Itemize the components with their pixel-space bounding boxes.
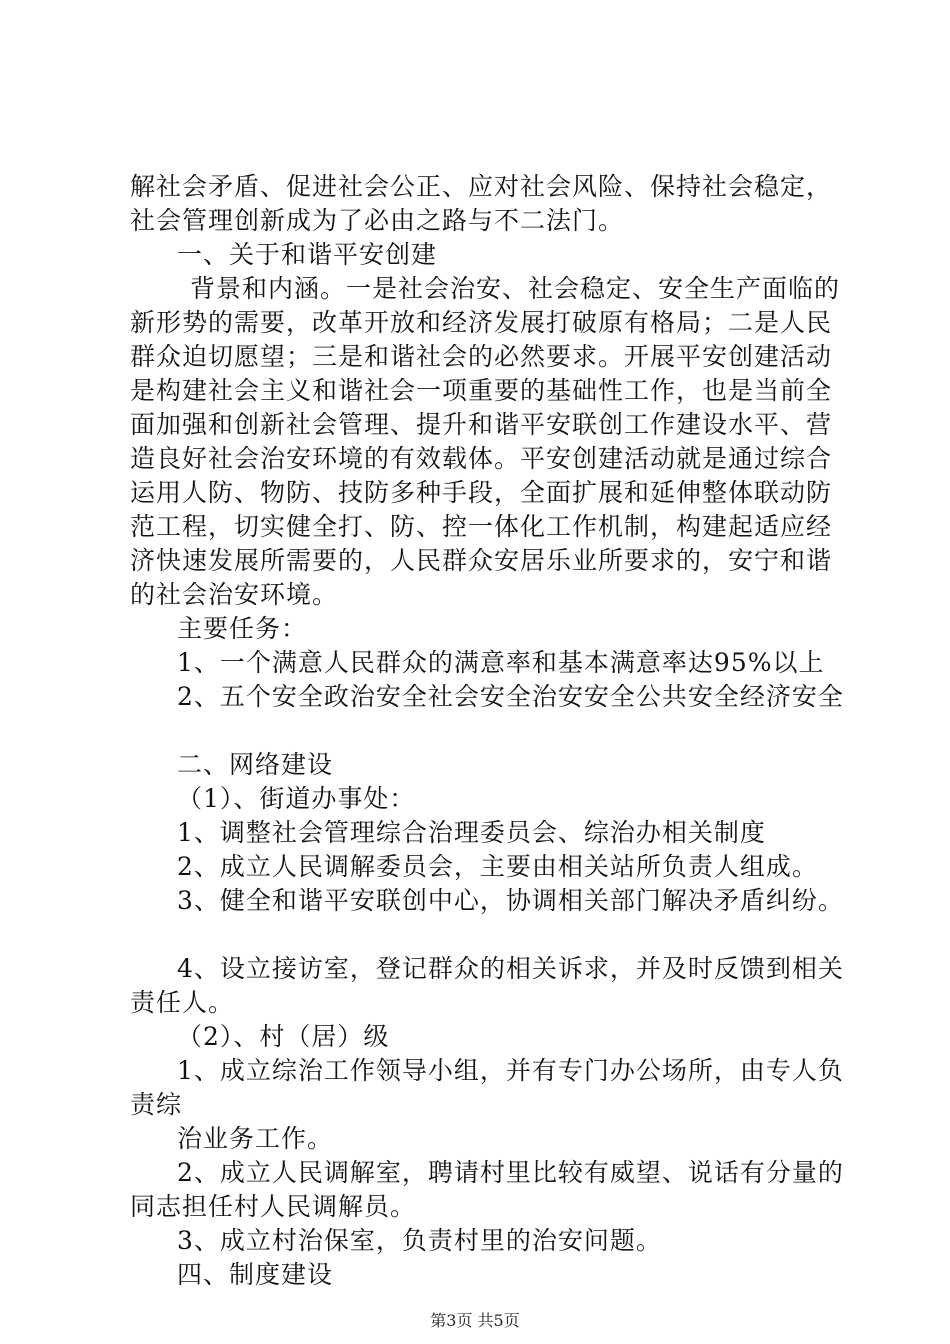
list-item-continuation: 治业务工作。: [177, 1124, 334, 1153]
paragraph-line: 背景和内涵。一是社会治安、社会稳定、安全生产面临的: [190, 274, 841, 303]
list-item: 1、调整社会管理综合治理委员会、综治办相关制度: [177, 818, 766, 847]
list-item: 4、设立接访室，登记群众的相关诉求，并及时反馈到相关: [177, 954, 844, 983]
list-item: 2、成立人民调解委员会，主要由相关站所负责人组成。: [177, 852, 818, 881]
list-item: 3、成立村治保室，负责村里的治安问题。: [177, 1226, 662, 1255]
subheading: 主要任务：: [177, 614, 308, 643]
section-heading: 二、网络建设: [177, 750, 334, 779]
list-item: 3、健全和谐平安联创中心，协调相关部门解决矛盾纠纷。: [177, 886, 844, 915]
paragraph-line: 解社会矛盾、促进社会公正、应对社会风险、保持社会稳定，: [130, 172, 833, 201]
paragraph-line: 群众迫切愿望；三是和谐社会的必然要求。开展平安创建活动: [130, 342, 833, 371]
paragraph-line: 面加强和创新社会管理、提升和谐平安联创工作建设水平、营: [130, 410, 833, 439]
paragraph-line: 社会管理创新成为了必由之路与不二法门。: [130, 206, 625, 235]
paragraph-line: 是构建社会主义和谐社会一项重要的基础性工作，也是当前全: [130, 376, 833, 405]
list-item: 2、五个安全政治安全社会安全治安安全公共安全经济安全: [177, 682, 844, 711]
list-item: 1、一个满意人民群众的满意率和基本满意率达95%以上: [177, 648, 825, 677]
page-footer: 第3页 共5页: [430, 1311, 520, 1330]
paragraph-line: 新形势的需要，改革开放和经济发展打破原有格局；二是人民: [130, 308, 833, 337]
list-item: 2、成立人民调解室，聘请村里比较有威望、说话有分量的: [177, 1158, 844, 1187]
paragraph-line: 运用人防、物防、技防多种手段，全面扩展和延伸整体联动防: [130, 478, 833, 507]
subheading: （2）、村（居）级: [177, 1022, 390, 1051]
list-item-continuation: 同志担任村人民调解员。: [130, 1192, 417, 1221]
list-item-continuation: 责任人。: [130, 988, 235, 1017]
list-item-continuation: 责综: [130, 1090, 183, 1119]
paragraph-line: 造良好社会治安环境的有效载体。平安创建活动就是通过综合: [130, 444, 833, 473]
list-item: 1、成立综治工作领导小组，并有专门办公场所，由专人负: [177, 1056, 844, 1085]
paragraph-line: 范工程，切实健全打、防、控一体化工作机制，构建起适应经: [130, 512, 833, 541]
section-heading: 一、关于和谐平安创建: [177, 240, 438, 269]
subheading: （1）、街道办事处：: [177, 784, 416, 813]
paragraph-line: 济快速发展所需要的，人民群众安居乐业所要求的，安宁和谐: [130, 546, 833, 575]
section-heading: 四、制度建设: [177, 1260, 334, 1289]
paragraph-line: 的社会治安环境。: [130, 580, 339, 609]
